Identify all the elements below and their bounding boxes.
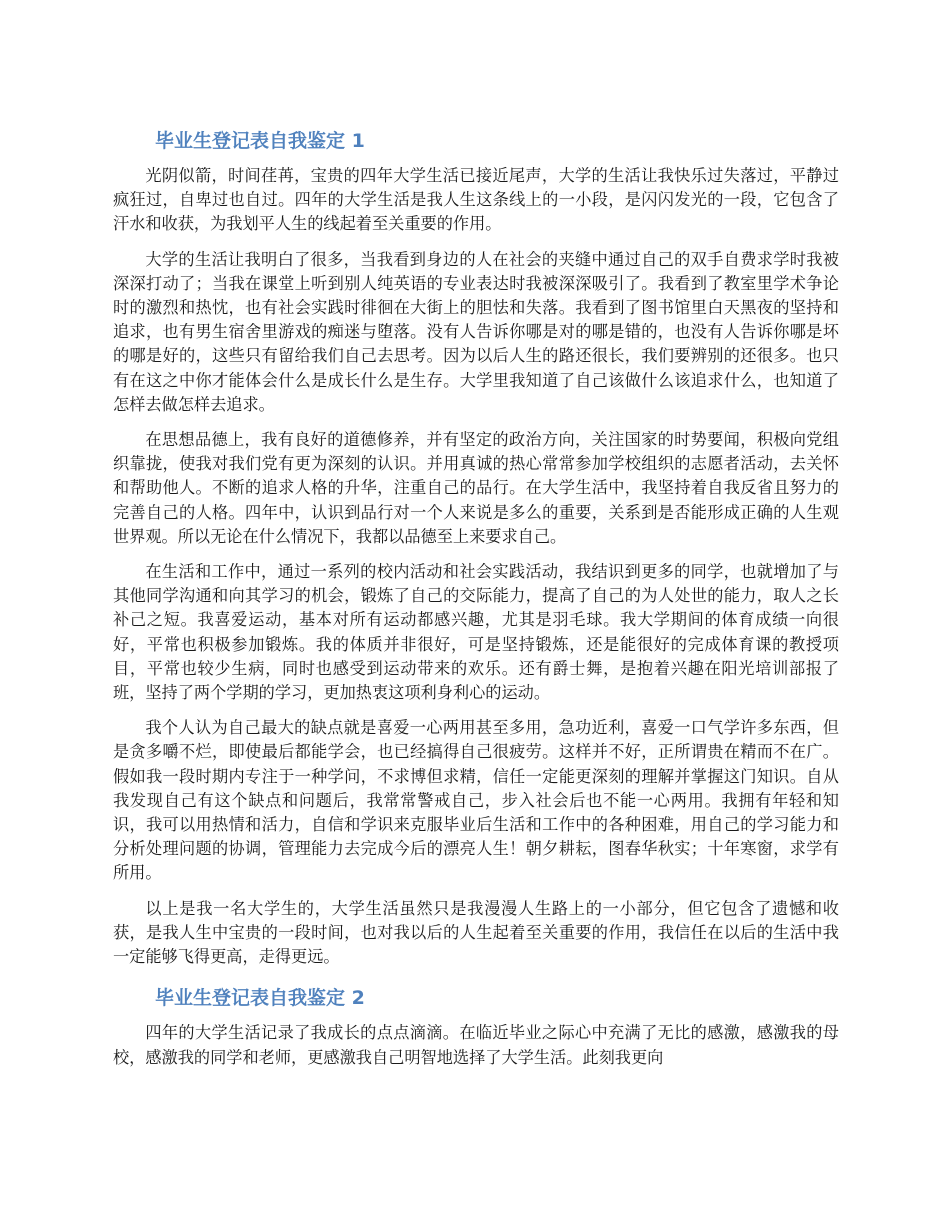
paragraph: 以上是我一名大学生的，大学生活虽然只是我漫漫人生路上的一小部分，但它包含了遗憾和收获，是我人生中宝贵的一段时间，也对我以后的人生起着至关重要的作用，我信任在以后的生活中我一定能够飞得更高，走得更远。	[113, 898, 839, 967]
paragraph: 我个人认为自己最大的缺点就是喜爱一心两用甚至多用，急功近利，喜爱一口气学许多东西，但是贪多嚼不烂，即使最后都能学会，也已经搞得自己很疲劳。这样并不好，正所谓贵在精而不在广。假如我一段时期内专注于一种学问，不求博但求精，信任一定能更深刻的理解并掌握这门知识。自从我发现自己有这个缺点和问题后，我常常警戒自己，步入社会后也不能一心两用。我拥有年轻和知识，我可以用热情和活力，自信和学识来克服毕业后生活和工作中的各种困难，用自己的学习能力和分析处理问题的协调，管理能力去完成今后的漂亮人生！朝夕耕耘，图春华秋实；十年寒窗，求学有所用。	[113, 718, 839, 883]
paragraph: 光阴似箭，时间荏苒，宝贵的四年大学生活已接近尾声，大学的生活让我快乐过失落过，平静过疯狂过，自卑过也自过。四年的大学生活是我人生这条线上的一小段，是闪闪发光的一段，它包含了汗水和收获，为我划平人生的线起着至关重要的作用。	[113, 166, 839, 234]
paragraph: 在生活和工作中，通过一系列的校内活动和社会实践活动，我结识到更多的同学，也就增加了与其他同学沟通和向其学习的机会，锻炼了自己的交际能力，提高了自己的为人处世的能力，取人之长补己之短。我喜爱运动，基本对所有运动都感兴趣，尤其是羽毛球。我大学期间的体育成绩一向很好，平常也积极参加锻炼。我的体质并非很好，可是坚持锻炼，还是能很好的完成体育课的教授项目，平常也较少生病，同时也感受到运动带来的欢乐。还有爵士舞，是抱着兴趣在阳光培训部报了班，坚持了两个学期的学习，更加热衷这项利身利心的运动。	[113, 562, 839, 703]
paragraph: 大学的生活让我明白了很多，当我看到身边的人在社会的夹缝中通过自己的双手自费求学时我被深深打动了；当我在课堂上听到别人纯英语的专业表达时我被深深吸引了。我看到了教室里学术争论时的激烈和热忱，也有社会实践时徘徊在大街上的胆怯和失落。我看到了图书馆里白天黑夜的坚持和追求，也有男生宿舍里游戏的痴迷与堕落。没有人告诉你哪是对的哪是错的，也没有人告诉你哪是坏的哪是好的，这些只有留给我们自己去思考。因为以后人生的路还很长，我们要辨别的还很多。也只有在这之中你才能体会什么是成长什么是生存。大学里我知道了自己该做什么该追求什么，也知道了怎样去做怎样去追求。	[113, 249, 839, 414]
document-body	[113, 126, 839, 1081]
paragraph: 在思想品德上，我有良好的道德修养，并有坚定的政治方向，关注国家的时势要闻，积极向党组织靠拢，使我对我们党有更为深刻的认识。并用真诚的热心常常参加学校组织的志愿者活动，去关怀和帮助他人。不断的追求人格的升华，注重自己的品行。在大学生活中，我坚持着自我反省且努力的完善自己的人格。四年中，认识到品行对一个人来说是多么的重要，关系到是否能形成正确的人生观世界观。所以无论在什么情况下，我都以品德至上来要求自己。	[113, 430, 839, 546]
section-heading-2: 毕业生登记表自我鉴定 2	[155, 987, 365, 1010]
section-heading-1: 毕业生登记表自我鉴定 1	[155, 130, 365, 152]
paragraph: 四年的大学生活记录了我成长的点点滴滴。在临近毕业之际心中充满了无比的感激，感激我的母校，感激我的同学和老师，更感激我自己明智地选择了大学生活。此刻我更向	[113, 1023, 839, 1067]
